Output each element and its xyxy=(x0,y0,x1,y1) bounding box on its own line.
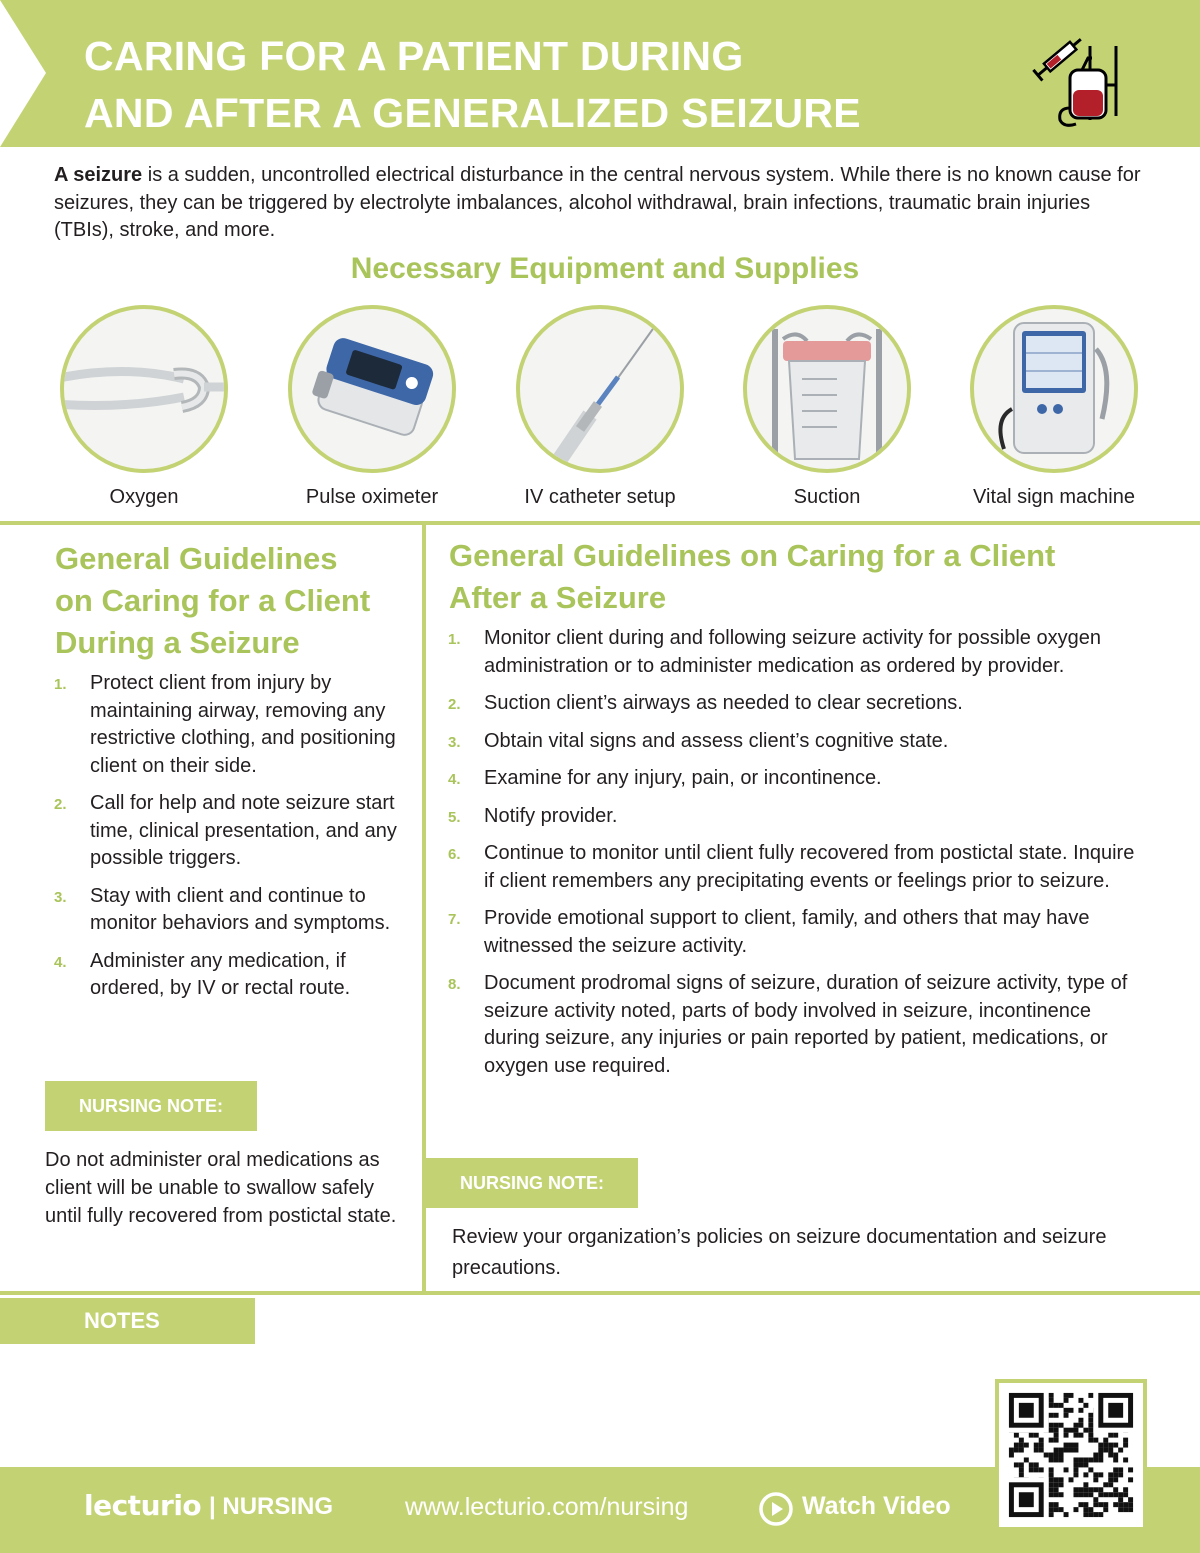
during-nursing-note-badge: NURSING NOTE: xyxy=(45,1081,257,1131)
list-item xyxy=(448,905,1138,960)
step-number: 3. xyxy=(448,733,461,751)
iv-bag-syringe-icon xyxy=(1030,28,1130,128)
list-item xyxy=(448,803,1138,831)
equipment-label: Suction xyxy=(793,486,861,508)
footer-url-link[interactable]: www.lecturio.com/nursing xyxy=(405,1493,689,1521)
list-item xyxy=(54,883,414,938)
list-item xyxy=(448,690,1138,718)
equipment-item-suction xyxy=(727,305,927,509)
step-text: Provide emotional support to client, family, and others that may have witnessed the seizure activity. xyxy=(484,907,1090,957)
step-number: 1. xyxy=(448,631,461,648)
after-title-line1: General Guidelines on Caring for a Client xyxy=(449,538,1056,573)
step-text: Suction client’s airways as needed to clear secretions. xyxy=(484,692,963,714)
equipment-circle xyxy=(516,305,684,473)
list-item xyxy=(54,790,414,873)
list-item xyxy=(448,840,1138,895)
step-text: Monitor client during and following seizure activity for possible oxygen administration or to administer medication as ordered by provider. xyxy=(484,627,1101,677)
equipment-circle xyxy=(60,305,228,473)
watch-video-link[interactable]: Watch Video xyxy=(802,1492,951,1520)
step-text: Call for help and note seizure start time, clinical presentation, and any possible triggers. xyxy=(90,792,397,869)
list-item xyxy=(448,765,1138,793)
after-nursing-note-badge: NURSING NOTE: xyxy=(426,1158,638,1208)
after-steps-list xyxy=(448,625,1138,1080)
iv-catheter-icon xyxy=(520,309,680,469)
page-title xyxy=(84,28,984,142)
step-number: 3. xyxy=(54,888,67,906)
step-number: 5. xyxy=(448,808,461,826)
equipment-circle xyxy=(743,305,911,473)
suction-canister-icon xyxy=(747,309,907,469)
intro-text: is a sudden, uncontrolled electrical disturbance in the central nervous system. While there is no known cause for seizures, they can be triggered by electrolyte imbalances, alcohol withdrawal, brain infections, traumatic brain injuries (TBIs), stroke, and more. xyxy=(54,164,1141,241)
equipment-label: Oxygen xyxy=(109,486,179,508)
intro-term: A seizure xyxy=(54,164,143,186)
step-number: 6. xyxy=(448,846,461,863)
step-text: Continue to monitor until client fully recovered from postictal state. Inquire if client remembers any precipitating events or feelings prior to seizure. xyxy=(484,842,1135,892)
intro-paragraph xyxy=(54,162,1154,245)
during-nursing-note-text: Do not administer oral medications as client will be unable to swallow safely until fully recovered from postictal state. xyxy=(45,1149,397,1227)
list-item xyxy=(54,670,414,780)
step-number: 2. xyxy=(54,796,67,813)
during-title-line1: General Guidelines xyxy=(55,541,338,576)
footer-brand: | NURSING xyxy=(209,1493,334,1520)
after-title-line2: After a Seizure xyxy=(449,580,667,615)
step-number: 8. xyxy=(448,976,461,993)
page-title-line2: AND AFTER A GENERALIZED SEIZURE xyxy=(84,90,861,136)
step-number: 7. xyxy=(448,911,461,928)
equipment-item-oxygen xyxy=(44,305,244,509)
during-seizure-title xyxy=(55,538,415,664)
pulse-oximeter-icon xyxy=(292,309,452,469)
vital-sign-monitor-icon xyxy=(974,309,1134,469)
equipment-title: Necessary Equipment and Supplies xyxy=(350,252,860,285)
page-title-line1: CARING FOR A PATIENT DURING xyxy=(84,33,744,79)
list-item xyxy=(448,625,1138,680)
step-text: Administer any medication, if ordered, by IV or rectal route. xyxy=(90,949,351,999)
step-text: Examine for any injury, pain, or incontinence. xyxy=(484,767,882,789)
step-number: 1. xyxy=(54,676,67,693)
notes-badge: NOTES xyxy=(0,1298,255,1344)
list-item xyxy=(448,728,1138,756)
header-arrow-shape xyxy=(0,0,46,147)
notes-divider xyxy=(0,1291,1200,1295)
equipment-item-vital-sign-machine xyxy=(954,305,1154,509)
qr-code-icon xyxy=(999,1383,1143,1527)
play-icon[interactable] xyxy=(758,1491,794,1527)
equipment-circle xyxy=(288,305,456,473)
equipment-label: Vital sign machine xyxy=(973,486,1135,508)
section-divider xyxy=(0,521,1200,525)
equipment-label: Pulse oximeter xyxy=(305,486,439,508)
step-text: Protect client from injury by maintaining airway, removing any restrictive clothing, and positioning client on their side. xyxy=(90,672,396,777)
during-steps-list xyxy=(54,670,414,1003)
step-text: Notify provider. xyxy=(484,804,618,827)
after-seizure-title xyxy=(449,535,1169,619)
lecturio-logo: lecturio xyxy=(84,1489,202,1522)
step-number: 2. xyxy=(448,696,461,713)
list-item xyxy=(54,948,414,1003)
header-banner xyxy=(0,0,1200,147)
equipment-item-pulse-oximeter xyxy=(272,305,472,509)
during-title-line3: During a Seizure xyxy=(55,625,300,660)
qr-code[interactable] xyxy=(995,1379,1147,1531)
step-number: 4. xyxy=(448,771,461,788)
equipment-circle xyxy=(970,305,1138,473)
step-number: 4. xyxy=(54,953,67,971)
step-text: Document prodromal signs of seizure, duration of seizure activity, type of seizure activity noted, parts of body involved in seizure, incontinence during seizure, any injuries or pain reported by patient, medications, or oxygen use required. xyxy=(484,972,1128,1077)
during-title-line2: on Caring for a Client xyxy=(55,583,371,618)
nasal-cannula-icon xyxy=(64,309,224,469)
step-text: Stay with client and continue to monitor behaviors and symptoms. xyxy=(90,884,391,934)
equipment-item-iv-catheter xyxy=(500,305,700,509)
step-text: Obtain vital signs and assess client’s cognitive state. xyxy=(484,729,949,752)
list-item xyxy=(448,970,1138,1080)
after-nursing-note-text: Review your organization’s policies on seizure documentation and seizure precautions. xyxy=(452,1226,1107,1279)
equipment-label: IV catheter setup xyxy=(524,486,676,508)
